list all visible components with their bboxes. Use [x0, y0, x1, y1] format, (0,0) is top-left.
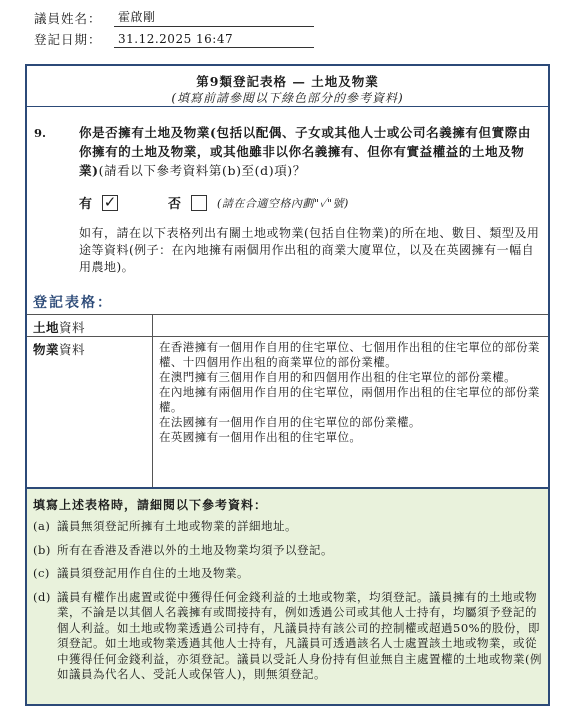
question-text	[79, 123, 541, 180]
property-line: 在香港擁有一個用作自用的住宅單位、七個用作出租的住宅單位的部份業權、十四個用作出租的商業單位的部份業權。	[159, 340, 540, 369]
property-line: 在內地擁有兩個用作自用的住宅單位，兩個用作出租的住宅單位的部份業權。	[159, 385, 540, 414]
property-line: 在英國擁有一個用作出租的住宅單位。	[159, 430, 362, 444]
reference-item	[33, 590, 542, 683]
property-line: 在法國擁有一個用作自用的住宅單位的部份業權。	[159, 415, 421, 429]
reference-text: 議員有權作出處置或從中獲得任何金錢利益的土地或物業，均須登記。議員擁有的土地或物業，不論是以其個人名義擁有或間接持有，例如透過公司或其他人士持有，均屬須予登記的個人利益。如土地或物業透過公司持有，凡議員持有該公司的控制權或超過50%的股份，即須登記。如土地或物業透過其他人士持有，凡議員可透過該名人士處置該土地或物業，或從中獲得任何金錢利益，亦須登記。議員以受託人身份持有但並無自主處置權的土地或物業(例如議員為代名人、受託人或保管人)，則無須登記。	[57, 589, 542, 681]
land-value	[153, 315, 548, 336]
table-row-property	[27, 337, 548, 488]
registration-form	[25, 64, 550, 706]
reference-item	[33, 566, 542, 582]
registration-date-row	[34, 30, 314, 48]
registration-table-title: 登記表格：	[33, 295, 113, 311]
title-divider	[27, 106, 548, 107]
table-row-land	[27, 315, 548, 337]
member-name-value: 霍啟剛	[114, 8, 314, 27]
no-checkbox[interactable]	[191, 195, 207, 211]
property-value	[153, 337, 548, 488]
form-subtitle: (填寫前請參閱以下綠色部分的參考資料)	[171, 91, 404, 105]
registration-date-value: 31.12.2025 16:47	[114, 32, 314, 48]
reference-text: 議員須登記用作自住的土地及物業。	[57, 566, 249, 580]
form-title: 第9類登記表格 — 土地及物業	[196, 74, 379, 89]
reference-letter: (c)	[33, 566, 50, 580]
registration-table	[27, 314, 548, 488]
question-number: 9.	[34, 126, 47, 140]
reference-item	[33, 543, 542, 559]
reference-text: 議員無須登記所擁有土地或物業的詳細地址。	[57, 519, 297, 533]
land-label: 土地資料	[27, 315, 153, 336]
tick-hint: (請在合適空格內劃"✓"號)	[217, 196, 349, 210]
reference-letter: (b)	[33, 542, 51, 557]
instruction-text: 如有，請在以下表格列出有關土地或物業(包括自住物業)的所在地、數目、類型及用途等資料(例子：在內地擁有兩個用作出租的商業大廈單位，以及在英國擁有一幅自用農地)。	[79, 226, 540, 274]
reference-notes	[27, 487, 548, 704]
member-name-row	[34, 8, 314, 27]
property-label: 物業資料	[27, 337, 153, 488]
check-mark-icon: ✓	[103, 193, 117, 211]
yes-checkbox[interactable]	[102, 195, 118, 211]
property-line: 在澳門擁有三個用作自用的和四個用作出租的住宅單位的部份業權。	[159, 370, 516, 384]
yes-no-selector	[79, 193, 349, 212]
reference-title: 填寫上述表格時，請細閱以下參考資料：	[33, 498, 268, 512]
reference-item	[33, 519, 542, 535]
reference-letter: (a)	[33, 519, 51, 533]
reference-text: 所有在香港及香港以外的土地及物業均須予以登記。	[57, 542, 333, 557]
reference-letter: (d)	[33, 589, 51, 604]
question-reference-text: (請看以下參考資料第(b)至(d)項)？	[98, 163, 306, 178]
form-upper-section	[27, 66, 548, 487]
registration-date-label: 登記日期：	[34, 32, 102, 47]
question-bold-text: 你是否擁有土地及物業(包括以配偶、子女或其他人士或公司名義擁有但實際由你擁有的土地及物業，或其他雖非以你名義擁有、但你有實益權益的土地及物業)	[79, 125, 531, 178]
yes-label: 有	[79, 197, 93, 212]
member-name-label: 議員姓名：	[34, 11, 102, 26]
no-label: 否	[168, 197, 182, 212]
